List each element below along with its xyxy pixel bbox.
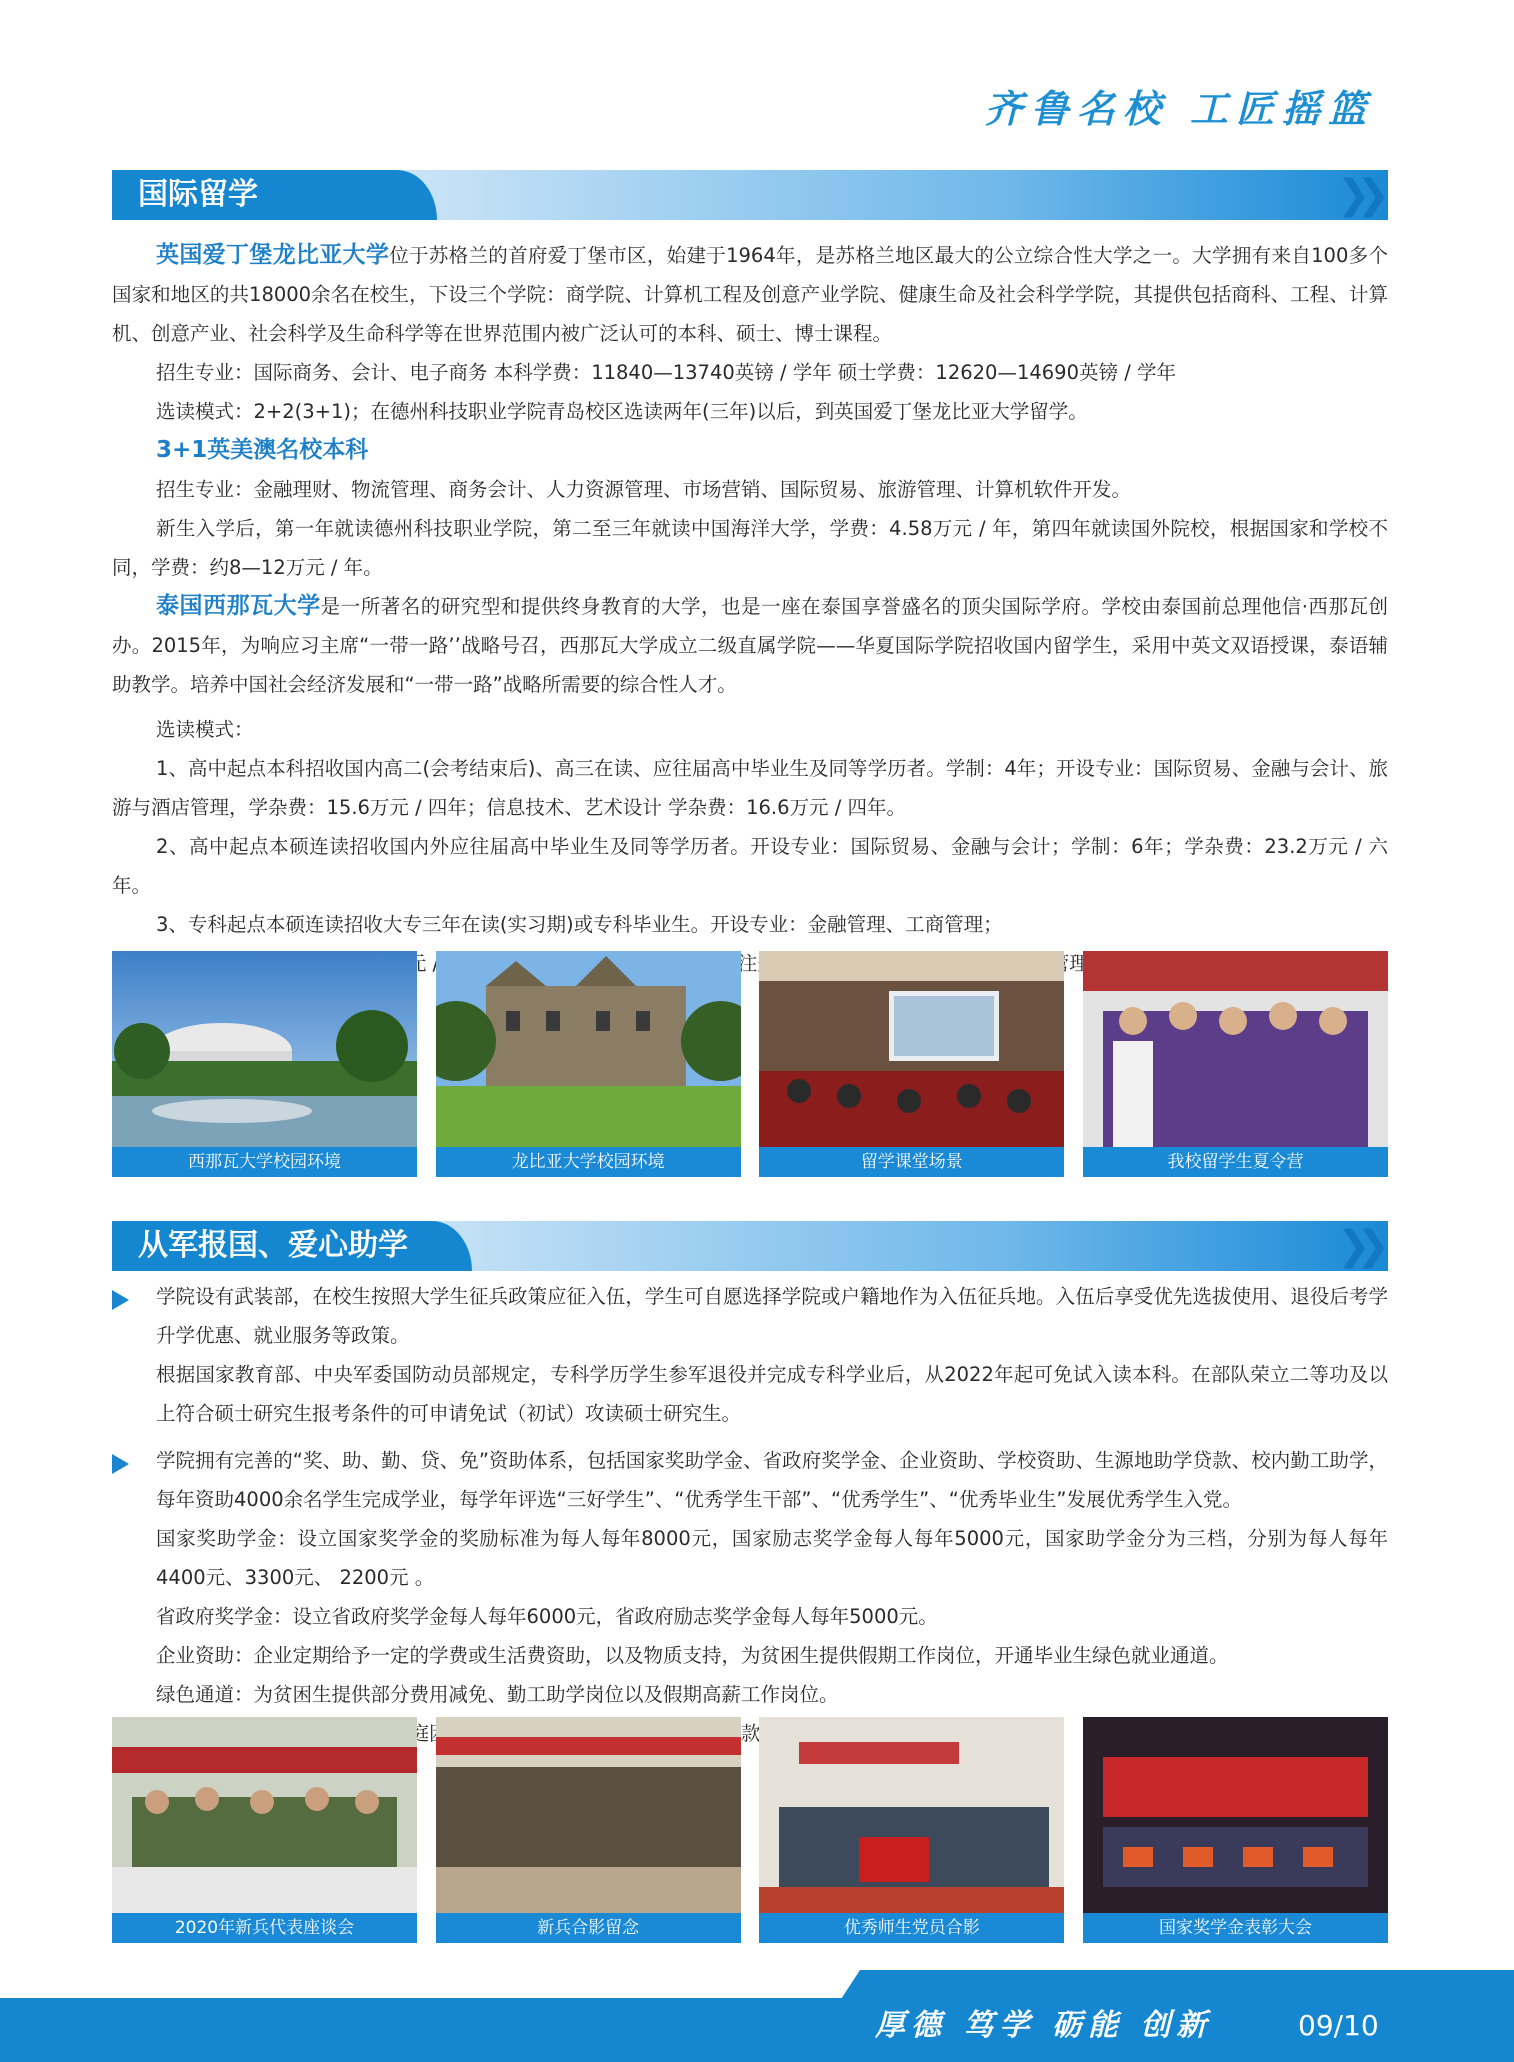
photo-caption: 我校留学生夏令营 <box>1083 1147 1388 1177</box>
double-chevron-icon: ❯❯ <box>1336 172 1376 218</box>
section-title: 国际留学 <box>112 170 437 220</box>
campus-image <box>436 951 741 1147</box>
photo-classroom <box>759 951 1064 1177</box>
section-military-body <box>112 1277 1388 1753</box>
aid-national: 国家奖助学金：设立国家奖学金的奖励标准为每人每年8000元，国家励志奖学金每人每年5000元，国家助学金分为三档，分别为每人每年4400元、3300元、 2200元 。 <box>156 1527 1388 1589</box>
edinburgh-mode: 选读模式：2+2(3+1)；在德州科技职业学院青岛校区选读两年(三年)以后，到英国爱丁堡龙比亚大学留学。 <box>156 400 1088 423</box>
three-plus-one-majors: 招生专业：金融理财、物流管理、商务会计、人力资源管理、市场营销、国际贸易、旅游管理、计算机软件开发。 <box>156 478 1132 501</box>
edinburgh-majors: 招生专业：国际商务、会计、电子商务 本科学费：11840—13740英镑 / 学年 硕士学费：12620—14690英镑 / 学年 <box>156 361 1176 384</box>
classroom-image <box>759 951 1064 1147</box>
photo-caption: 龙比亚大学校园环境 <box>436 1147 741 1177</box>
group-image <box>436 1717 741 1913</box>
photo-siam-campus <box>112 951 417 1177</box>
page-number: 09/10 <box>1298 2009 1379 2042</box>
siam-intro: 是一所著名的研究型和提供终身教育的大学，也是一座在泰国享誉盛名的顶尖国际学府。学校由泰国前总理他信·西那瓦创办。2015年，为响应习主席“一带一路’’战略号召，西那瓦大学成立二级直属学院——华夏国际学院招收国内留学生，采用中英文双语授课，泰语辅助教学。培养中国社会经济发展和“一带一路”战略所需要的综合性人才。 <box>112 595 1389 696</box>
triangle-bullet-icon <box>112 1454 129 1474</box>
three-plus-one-title: 3+1英美澳名校本科 <box>156 437 369 463</box>
siam-mode-2: 2、高中起点本硕连读招收国内外应往届高中毕业生及同等学历者。开设专业：国际贸易、金融与会计；学制：6年；学杂费：23.2万元 / 六年。 <box>112 835 1388 897</box>
bullet-text: 学院拥有完善的“奖、助、勤、贷、免”资助体系，包括国家奖助学金、省政府奖学金、企业资助、学校资助、生源地助学贷款、校内勤工助学，每年资助4000余名学生完成学业，每学年评选“三好学生”、“优秀学生干部”、“优秀学生”、“优秀毕业生”发展优秀学生入党。 <box>156 1449 1388 1511</box>
edinburgh-paragraph <box>112 236 1388 353</box>
three-plus-one-desc: 新生入学后，第一年就读德州科技职业学院，第二至三年就读中国海洋大学，学费：4.58万元 / 年，第四年就读国外院校，根据国家和学校不同，学费：约8—12万元 / 年。 <box>112 517 1388 579</box>
siam-mode-1: 1、高中起点本科招收国内高二(会考结束后)、高三在读、应往届高中毕业生及同等学历者。学制：4年；开设专业：国际贸易、金融与会计、旅游与酒店管理，学杂费：15.6万元 / 四年；信息技术、艺术设计 学杂费：16.6万元 / 四年。 <box>112 757 1388 819</box>
photo-scholarship-ceremony <box>1083 1717 1388 1943</box>
photo-caption: 2020年新兵代表座谈会 <box>112 1913 417 1943</box>
edinburgh-name: 英国爱丁堡龙比亚大学 <box>156 242 390 268</box>
edinburgh-intro: 位于苏格兰的首府爱丁堡市区，始建于1964年，是苏格兰地区最大的公立综合性大学之一。大学拥有来自100多个国家和地区的共18000余名在校生，下设三个学院：商学院、计算机工程及创意产业学院、健康生命及社会科学学院，其提供包括商科、工程、计算机、创意产业、社会科学及生命科学等在世界范围内被广泛认可的本科、硕士、博士课程。 <box>112 244 1388 345</box>
aid-green: 绿色通道：为贫困生提供部分费用减免、勤工助学岗位以及假期高薪工作岗位。 <box>156 1683 839 1706</box>
group-image <box>1083 951 1388 1147</box>
footer-motto: 厚德 笃学 砺能 创新 <box>875 2008 1213 2043</box>
bullet-text: 学院设有武装部，在校生按照大学生征兵政策应征入伍，学生可自愿选择学院或户籍地作为入伍征兵地。入伍后享受优先选拔使用、退役后考学升学优惠、就业服务等政策。 <box>156 1285 1388 1347</box>
section-international-header <box>112 170 1388 220</box>
photo-recruit-forum <box>112 1717 417 1943</box>
photo-caption: 优秀师生党员合影 <box>759 1913 1064 1943</box>
section-military-header <box>112 1221 1388 1271</box>
section-international-body <box>112 236 1388 983</box>
photo-gallery-international <box>112 951 1388 1177</box>
triangle-bullet-icon <box>112 1290 129 1310</box>
forum-image <box>112 1717 417 1913</box>
campus-image <box>112 951 417 1147</box>
photo-caption: 国家奖学金表彰大会 <box>1083 1913 1388 1943</box>
group-image <box>759 1717 1064 1913</box>
photo-party-members <box>759 1717 1064 1943</box>
aid-enterprise: 企业资助：企业定期给予一定的学费或生活费资助，以及物质支持，为贫困生提供假期工作岗位，开通毕业生绿色就业通道。 <box>156 1644 1229 1667</box>
siam-mode-label: 选读模式： <box>156 718 254 741</box>
siam-paragraph <box>112 587 1388 704</box>
photo-summer-camp <box>1083 951 1388 1177</box>
bullet-military <box>112 1277 1388 1355</box>
section-title: 从军报国、爱心助学 <box>112 1221 472 1271</box>
siam-name: 泰国西那瓦大学 <box>156 593 321 619</box>
aid-provincial: 省政府奖学金：设立省政府奖学金每人每年6000元，省政府励志奖学金每人每年5000元。 <box>156 1605 938 1628</box>
photo-gallery-military <box>112 1717 1388 1943</box>
siam-mode-3: 3、专科起点本硕连读招收大专三年在读(实习期)或专科毕业生。开设专业：金融管理、工商管理； <box>156 913 1003 936</box>
military-policy: 根据国家教育部、中央军委国防动员部规定，专科学历学生参军退役并完成专科学业后，从2022年起可免试入读本科。在部队荣立二等功及以上符合硕士研究生报考条件的可申请免试（初试）攻读硕士研究生。 <box>156 1363 1388 1425</box>
photo-napier-campus <box>436 951 741 1177</box>
ceremony-image <box>1083 1717 1388 1913</box>
page-footer <box>0 1970 1514 2062</box>
photo-caption: 西那瓦大学校园环境 <box>112 1147 417 1177</box>
header-slogan: 齐鲁名校 工匠摇篮 <box>984 87 1374 131</box>
photo-caption: 新兵合影留念 <box>436 1913 741 1943</box>
photo-caption: 留学课堂场景 <box>759 1147 1064 1177</box>
photo-recruit-group <box>436 1717 741 1943</box>
double-chevron-icon: ❯❯ <box>1336 1223 1376 1269</box>
bullet-aid <box>112 1441 1388 1519</box>
